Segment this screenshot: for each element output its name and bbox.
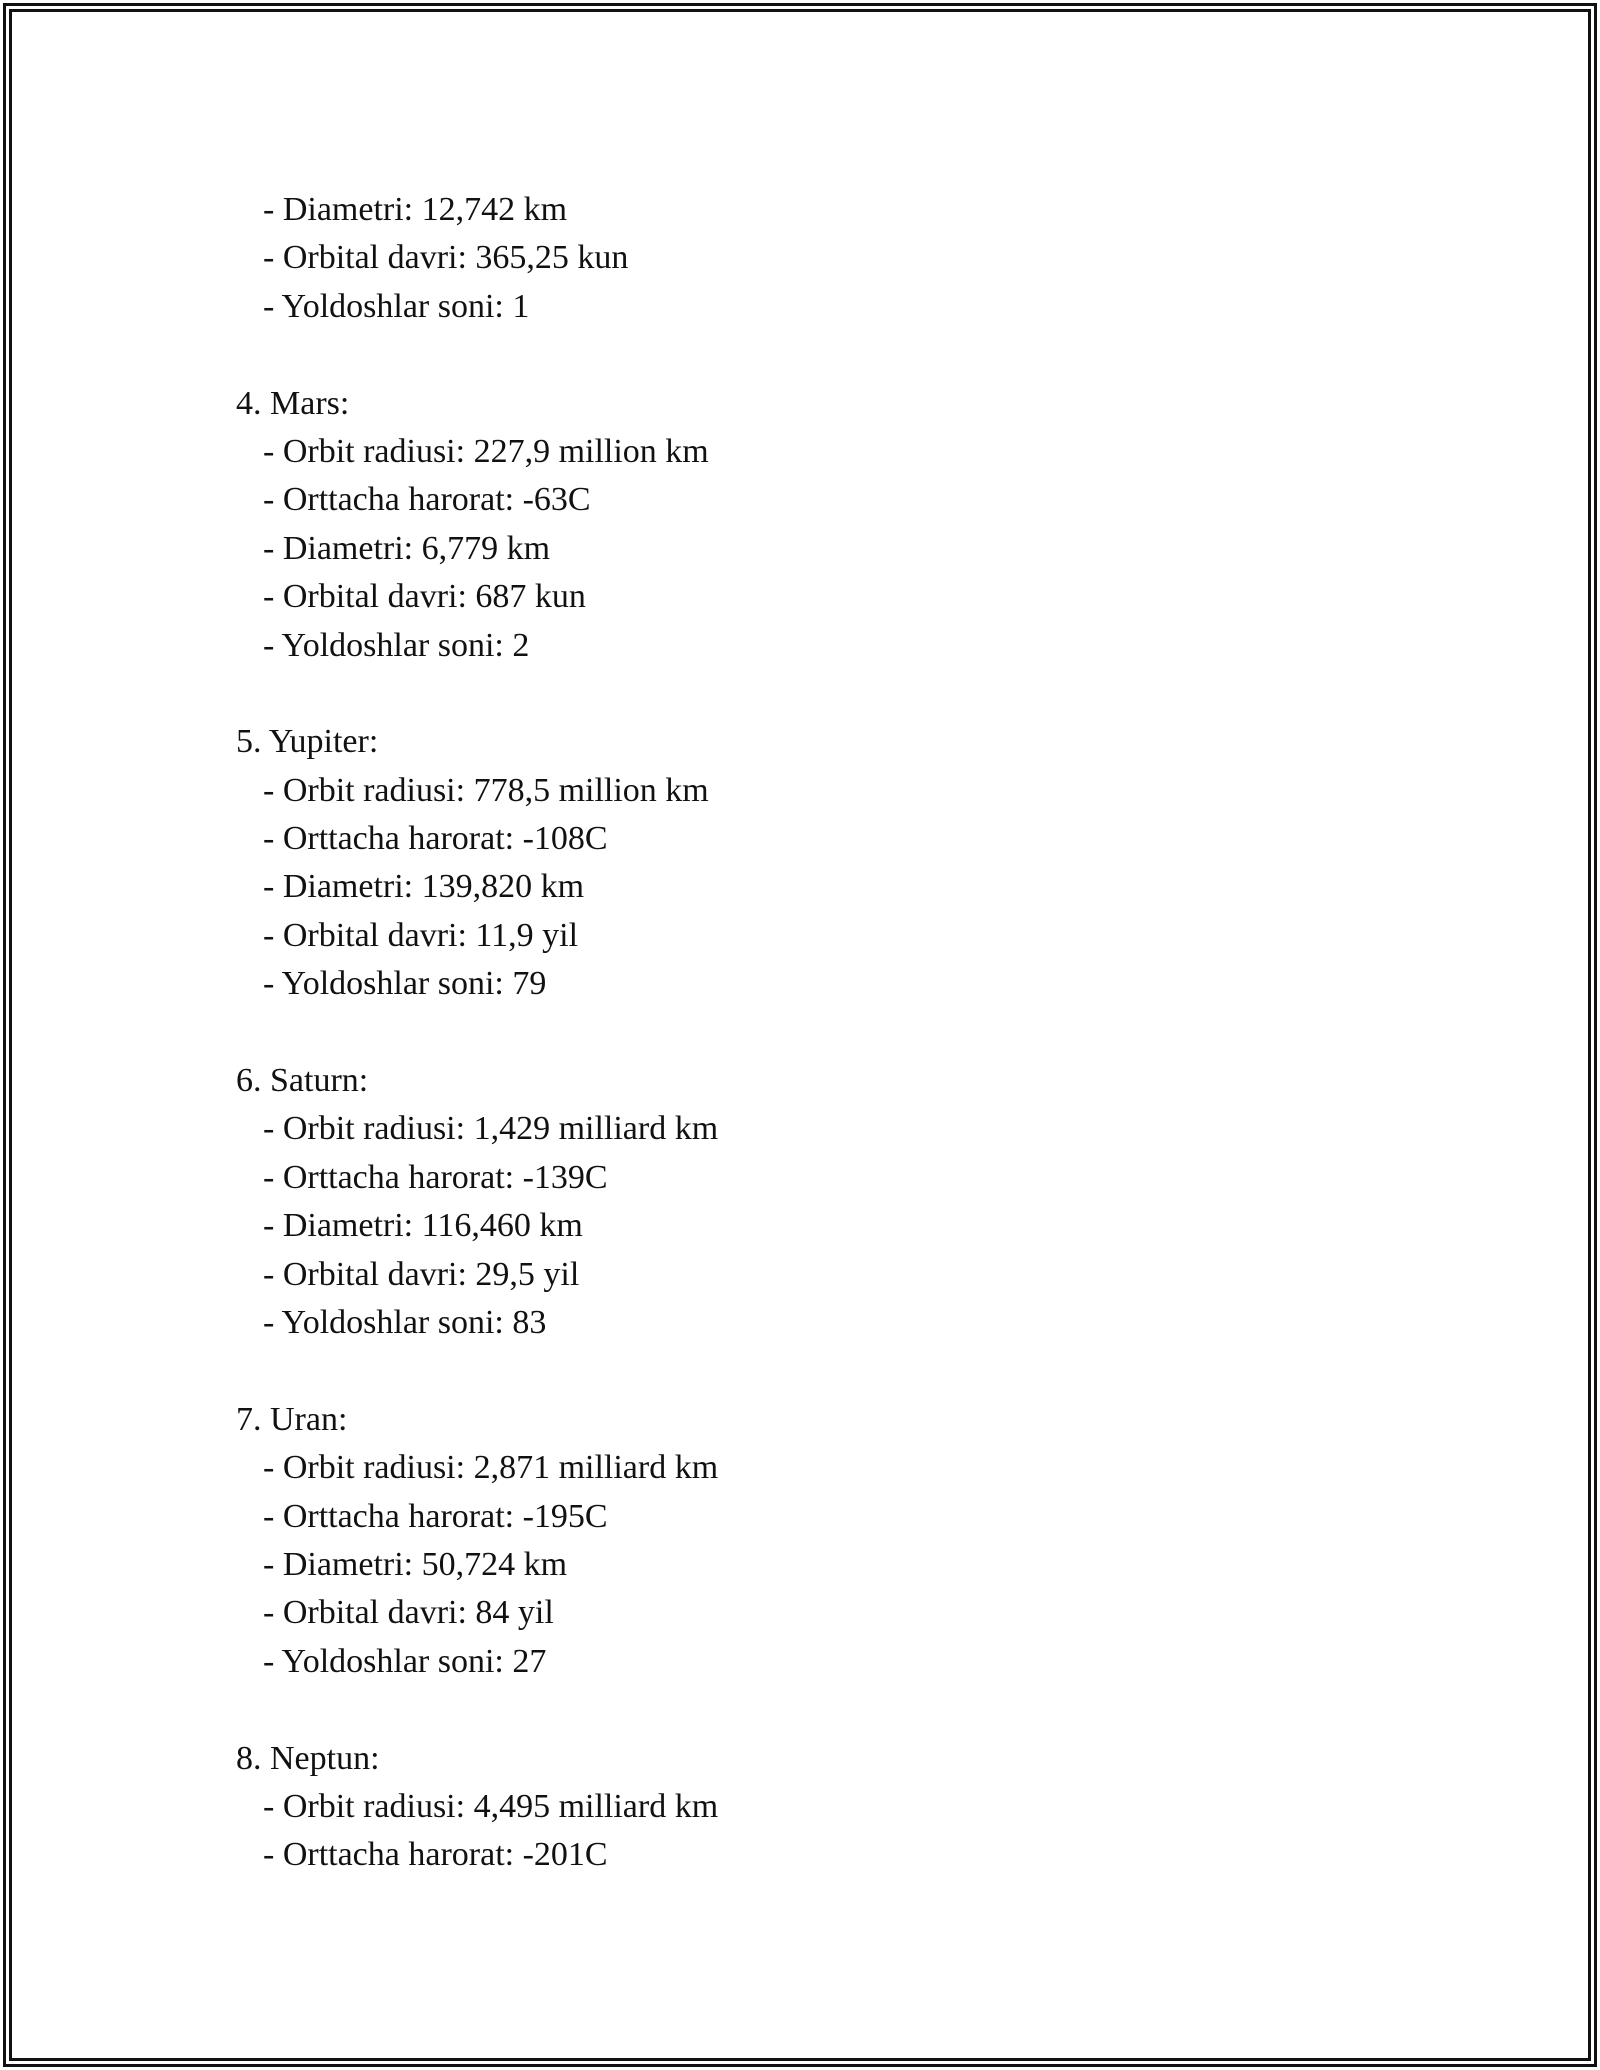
- list-item: - Orbital davri: 84 yil: [263, 1594, 554, 1632]
- list-item: - Orbital davri: 11,9 yil: [263, 916, 579, 954]
- list-item: - Yoldoshlar soni: 79: [263, 965, 547, 1003]
- list-item: - Orttacha harorat: -63C: [263, 481, 591, 519]
- spacer: [236, 331, 1436, 379]
- continued-list: [236, 186, 1436, 331]
- list-item: - Orbital davri: 365,25 kun: [263, 239, 629, 277]
- list-item: - Diametri: 12,742 km: [263, 191, 568, 228]
- list-item: - Yoldoshlar soni: 1: [263, 287, 530, 325]
- section-heading: 6. Saturn:: [236, 1062, 369, 1100]
- section-heading: 5. Yupiter:: [236, 723, 379, 761]
- list-item: - Diametri: 139,820 km: [263, 868, 585, 906]
- section-neptun: [236, 1735, 1436, 1880]
- section-heading: 8. Neptun:: [236, 1739, 380, 1777]
- list-item: - Orbit radiusi: 2,871 milliard km: [263, 1449, 719, 1487]
- list-item: - Diametri: 50,724 km: [263, 1545, 568, 1583]
- section-saturn: [236, 1057, 1436, 1347]
- list-item: - Orttacha harorat: -195C: [263, 1497, 608, 1535]
- list-item: - Orbital davri: 687 kun: [263, 578, 586, 616]
- list-item: - Yoldoshlar soni: 83: [263, 1303, 547, 1341]
- section-uran: [236, 1396, 1436, 1686]
- spacer: [236, 670, 1436, 718]
- list-item: - Yoldoshlar soni: 2: [263, 626, 530, 664]
- list-item: - Orbit radiusi: 1,429 milliard km: [263, 1110, 719, 1148]
- section-heading: 7. Uran:: [236, 1400, 348, 1438]
- list-item: - Yoldoshlar soni: 27: [263, 1642, 547, 1680]
- spacer: [236, 1009, 1436, 1057]
- list-item: - Orbital davri: 29,5 yil: [263, 1255, 580, 1293]
- spacer: [236, 1347, 1436, 1395]
- document-body: [236, 186, 1436, 1880]
- list-item: - Orbit radiusi: 778,5 million km: [263, 771, 709, 809]
- spacer: [236, 1686, 1436, 1734]
- section-heading: 4. Mars:: [236, 384, 350, 422]
- list-item: - Diametri: 6,779 km: [263, 529, 551, 567]
- list-item: - Orttacha harorat: -139C: [263, 1158, 608, 1196]
- section-yupiter: [236, 718, 1436, 1008]
- section-mars: [236, 380, 1436, 670]
- list-item: - Diametri: 116,460 km: [263, 1207, 583, 1245]
- list-item: - Orbit radiusi: 227,9 million km: [263, 432, 709, 470]
- list-item: - Orbit radiusi: 4,495 milliard km: [263, 1787, 719, 1825]
- list-item: - Orttacha harorat: -201C: [263, 1836, 608, 1874]
- list-item: - Orttacha harorat: -108C: [263, 820, 608, 858]
